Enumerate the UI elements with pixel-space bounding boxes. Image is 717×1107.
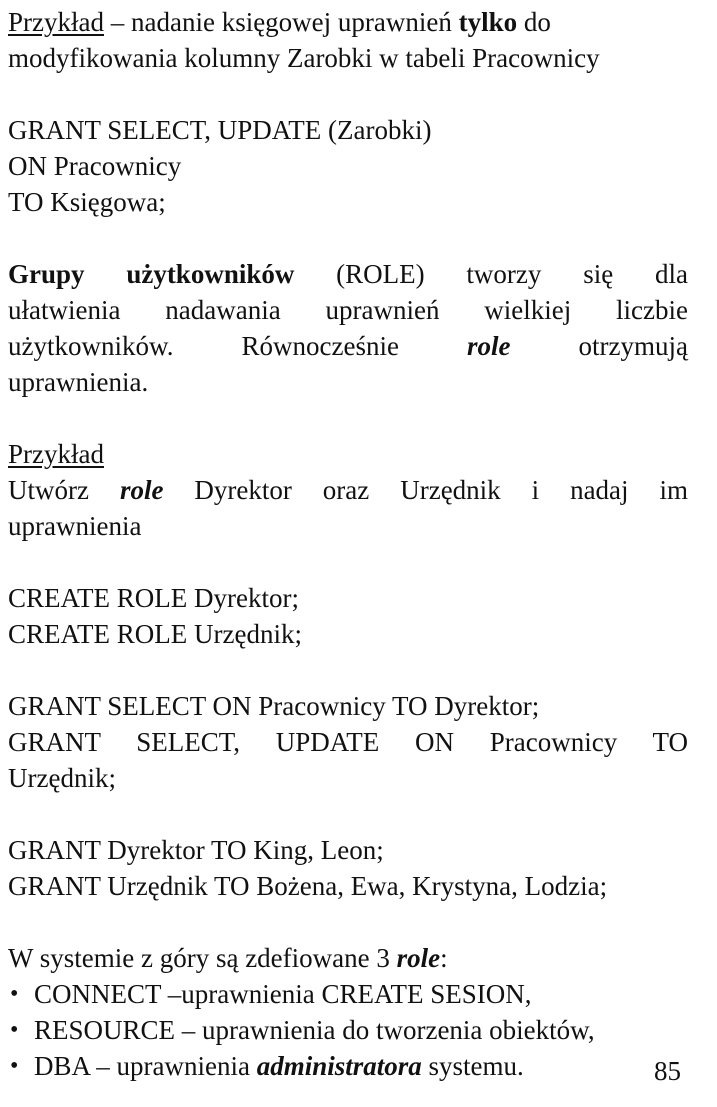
intro-text: W systemie z góry są zdefiowane 3 [8,943,397,973]
example-2-text-a: Utwórz [8,475,120,505]
sql-line: GRANT SELECT, UPDATE ON Pracownicy TO [8,727,688,757]
example-1-text-end: do [517,7,551,37]
role-term: role [119,475,164,505]
sql-line: CREATE ROLE Urzędnik; [8,619,302,649]
bullet-icon: • [10,1017,19,1043]
administrator-term: administratora [256,1051,422,1081]
role-term: role [396,943,441,973]
spacer [8,400,688,436]
example-2-line-1 [8,472,688,508]
spacer [8,220,688,256]
role-term: role [467,331,511,361]
groups-line-4: uprawnienia. [8,367,149,397]
example-2-text-b: Dyrektor oraz Urzędnik i nadaj im [163,475,689,505]
list-item-text: DBA – uprawnienia [34,1051,257,1081]
sql-line: ON Pracownicy [8,151,182,181]
sql-line: GRANT Urzędnik TO Bożena, Ewa, Krystyna, Lodzia; [8,871,608,901]
sql-line: CREATE ROLE Dyrektor; [8,583,299,613]
system-roles-list [8,976,688,1084]
groups-line-2: ułatwienia nadawania uprawnień wielkiej liczbie [8,295,688,325]
spacer [8,904,688,940]
list-item [8,1012,688,1048]
bullet-icon: • [10,1053,19,1079]
document-page [8,4,688,1084]
example-label: Przykład [8,7,104,37]
groups-term: Grupy użytkowników [8,259,295,289]
sql-line: Urzędnik; [8,763,116,793]
groups-line-1 [8,256,688,292]
groups-line-3 [8,328,688,364]
example-1-text: – nadanie księgowej uprawnień [103,7,459,37]
list-item-text: CONNECT –uprawnienia CREATE SESION, [34,979,532,1009]
example-label: Przykład [8,439,104,469]
list-item-text: RESOURCE – uprawnienia do tworzenia obiektów, [34,1015,595,1045]
sql-line: GRANT SELECT ON Pracownicy TO Dyrektor; [8,691,540,721]
intro-colon: : [440,943,448,973]
example-1-line-2: modyfikowania kolumny Zarobki w tabeli Pracownicy [8,43,600,73]
bullet-icon: • [10,981,19,1007]
sql-line: GRANT SELECT, UPDATE (Zarobki) [8,115,432,145]
groups-line-3-a: użytkowników. Równocześnie [8,331,467,361]
example-1-heading [8,4,688,40]
spacer [8,544,688,580]
sql-line: TO Księgowa; [8,187,166,217]
groups-line-1-rest: (ROLE) tworzy się dla [294,259,688,289]
spacer [8,76,688,112]
bold-word: tylko [458,7,518,37]
groups-line-3-b: otrzymują [510,331,688,361]
list-item [8,1048,688,1084]
example-2-line-2: uprawnienia [8,511,142,541]
sql-line: GRANT Dyrektor TO King, Leon; [8,835,384,865]
example-2-heading [8,436,688,472]
spacer [8,652,688,688]
page-number: 85 [654,1056,681,1086]
list-item [8,976,688,1012]
list-item-text-end: systemu. [421,1051,524,1081]
spacer [8,796,688,832]
system-roles-intro [8,940,688,976]
